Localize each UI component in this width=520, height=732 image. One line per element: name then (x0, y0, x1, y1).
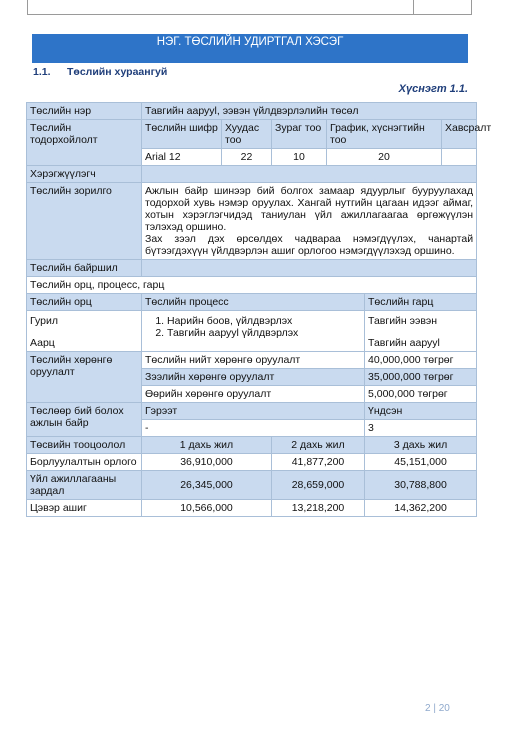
identification-label: Төслийн тодорхойлолт (27, 120, 142, 166)
cost-year-2: 28,659,000 (272, 471, 365, 500)
revenue-year-2: 41,877,200 (272, 454, 365, 471)
goal-paragraph-2: Зах зээл дэх өрсөлдөх чадвараа нэмэгдүүлэх, чанартай бүтээгдэхүүн үйлдвэрлэн ашиг орлогоо нэмэгдүүлэхэд оршино. (145, 233, 474, 257)
output-item: Тавгийн ээвэн (368, 315, 438, 327)
revenue-year-1: 36,910,000 (142, 454, 272, 471)
jobs-label: Төслөөр бий болох ажлын байр (27, 403, 142, 437)
investment-own-value: 5,000,000 төгрөг (365, 386, 477, 403)
header-frame (27, 0, 472, 15)
process-item: 2. Тавгийн аарууl үйлдвэрлэх (167, 327, 361, 339)
id-header-images: Зураг тоо (272, 120, 327, 149)
cost-label: Үйл ажиллагааны зардал (27, 471, 142, 500)
section-title: Төслийн хураангуй (67, 66, 168, 78)
revenue-label: Борлуулалтын орлого (27, 454, 142, 471)
processes-cell (142, 311, 365, 352)
section-number: 1.1. (33, 66, 51, 78)
investment-total-value: 40,000,000 төгрөг (365, 352, 477, 369)
table-caption: Хүснэгт 1.1. (398, 83, 468, 95)
jobs-value-permanent: 3 (365, 420, 477, 437)
calc-label: Төсвийн тооцоолол (27, 437, 142, 454)
process-item: 1. Нарийн боов, үйлдвэрлэх (167, 315, 361, 327)
executor-value (142, 166, 477, 183)
io-header-output: Төслийн гарц (365, 294, 477, 311)
investment-total-label: Төслийн нийт хөрөнгө оруулалт (142, 352, 365, 369)
profit-year-1: 10,566,000 (142, 500, 272, 517)
goal-value (142, 183, 477, 260)
profit-year-2: 13,218,200 (272, 500, 365, 517)
goal-paragraph-1: Ажлын байр шинээр бий болгох замаар ядуурлыг бууруулахад тодорхой хувь нэмэр оруулах. Хангай нутгийн цагаан идээг аймаг, хотын хэрэглэгчидэд таниулан үйл ажиллагаагаа өргөжүүлэн тэлэхэд оршино. (145, 185, 474, 233)
goal-label: Төслийн зорилго (27, 183, 142, 260)
id-value-images: 10 (272, 149, 327, 166)
jobs-value-contract: - (142, 420, 365, 437)
investment-label: Төслийн хөрөнгө оруулалт (27, 352, 142, 403)
profit-label: Цэвэр ашиг (27, 500, 142, 517)
project-name-value: Тавгийн аарууl, ээвэн үйлдвэрлэлийн төсөл (142, 103, 477, 120)
id-value-pages: 22 (222, 149, 272, 166)
project-name-label: Төслийн нэр (27, 103, 142, 120)
cost-year-3: 30,788,800 (365, 471, 477, 500)
id-value-charts: 20 (327, 149, 442, 166)
revenue-year-3: 45,151,000 (365, 454, 477, 471)
io-label: Төслийн орц, процесс, гарц (27, 277, 477, 294)
input-item: Аарц (30, 337, 55, 349)
chapter-banner: НЭГ. ТӨСЛИЙН УДИРТГАЛ ХЭСЭГ (32, 34, 468, 63)
id-header-code: Төслийн шифр (142, 120, 222, 149)
io-header-process: Төслийн процесс (142, 294, 365, 311)
location-value (142, 260, 477, 277)
executor-label: Хэрэгжүүлэгч (27, 166, 142, 183)
id-header-appendix: Хавсралт (442, 120, 477, 149)
id-header-charts: График, хүснэгтийн тоо (327, 120, 442, 149)
input-item: Гурил (30, 315, 58, 327)
header-divider (413, 0, 414, 14)
outputs-cell (365, 311, 477, 352)
year-2-header: 2 дахь жил (272, 437, 365, 454)
project-summary-table (26, 102, 492, 517)
id-value-code: Arial 12 (142, 149, 222, 166)
year-3-header: 3 дахь жил (365, 437, 477, 454)
jobs-header-permanent: Үндсэн (365, 403, 477, 420)
cost-year-1: 26,345,000 (142, 471, 272, 500)
year-1-header: 1 дахь жил (142, 437, 272, 454)
id-header-pages: Хуудас тоо (222, 120, 272, 149)
output-item: Тавгийн аарууl (368, 337, 440, 349)
jobs-header-contract: Гэрээт (142, 403, 365, 420)
investment-loan-label: Зээлийн хөрөнгө оруулалт (142, 369, 365, 386)
inputs-cell (27, 311, 142, 352)
page-number: 2 | 20 (425, 703, 450, 714)
io-header-input: Төслийн орц (27, 294, 142, 311)
id-value-appendix (442, 149, 477, 166)
investment-own-label: Өөрийн хөрөнгө оруулалт (142, 386, 365, 403)
profit-year-3: 14,362,200 (365, 500, 477, 517)
location-label: Төслийн байршил (27, 260, 142, 277)
investment-loan-value: 35,000,000 төгрөг (365, 369, 477, 386)
